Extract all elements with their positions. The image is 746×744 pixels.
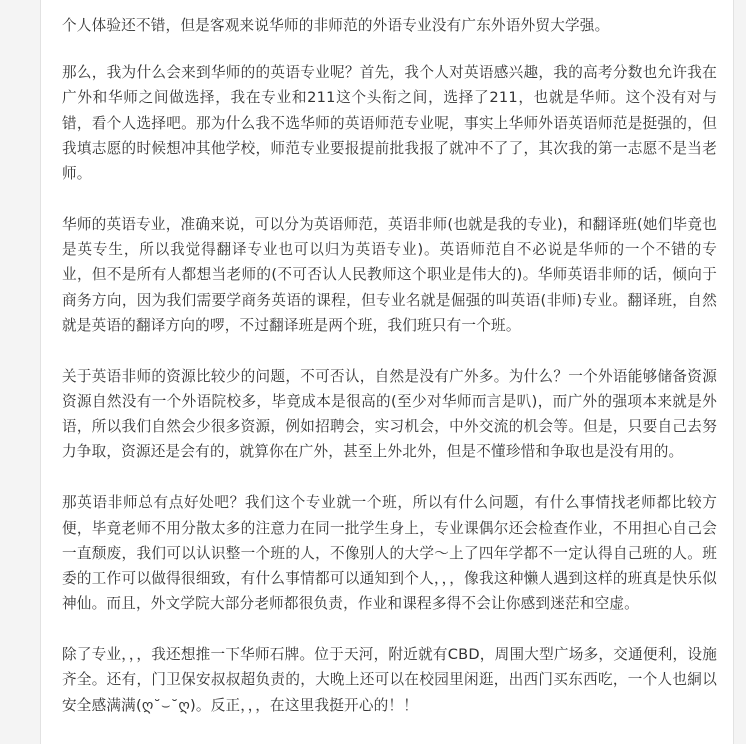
paragraph-intro: 个人体验还不错，但是客观来说华师的非师范的外语专业没有广东外语外贸大学强。 — [62, 17, 610, 34]
paragraph-campus: 除了专业，，，我还想推一下华师石牌。位于天河，附近就有CBD，周围大型广场多，交通便利，设施齐全。还有，门卫保安叔叔超负责的，大晚上还可以在校园里闲逛，出西门买东西吃，一个人也絧以安全感满满(ღ˘⌣˘ღ)。反正，，，在这里我挺开心的！！ — [62, 646, 717, 714]
article-page — [40, 0, 734, 744]
article-body — [62, 13, 717, 744]
paragraph-why-huashi: 那么，我为什么会来到华师的的英语专业呢？首先，我个人对英语感兴趣，我的高考分数也允许我在广外和华师之间做选择，我在专业和211这个头衔之间，选择了211，也就是华师。这个没有对与错，看个人选择吧。那为什么我不选华师的英语师范专业呢，事实上华师外语英语师范是挺强的，但我填志愿的时候想冲其他学校，师范专业要报提前批我报了就冲不了了，其次我的第一志愿不是当老师。 — [62, 64, 717, 183]
paragraph-benefits: 那英语非师总有点好处吧？我们这个专业就一个班，所以有什么问题，有什么事情找老师都比较方便，毕竟老师不用分散太多的注意力在同一批学生身上，专业课偶尔还会检查作业，不用担心自己会一直颓废，我们可以认识整一个班的人，不像别人的大学～上了四年学都不一定认得自己班的人。班委的工作可以做得很细致，有什么事情都可以通知到个人，，，像我这种懒人遇到这样的班真是快乐似神仙。而且，外文学院大部分老师都很负责，作业和课程多得不会让你感到迷茫和空虚。 — [62, 494, 717, 613]
paragraph-resources: 关于英语非师的资源比较少的问题，不可否认，自然是没有广外多。为什么？一个外语能够储备资源资源自然没有一个外语院校多，毕竟成本是很高的(至少对华师而言是叭)，而广外的强项本来就是外语，所以我们自然会少很多资源，例如招聘会，实习机会，中外交流的机会等。但是，只要自己去努力争取，资源还是会有的，就算你在广外，甚至上外北外，但是不懂珍惜和争取也是没有用的。 — [62, 367, 717, 461]
paragraph-english-majors: 华师的英语专业，准确来说，可以分为英语师范，英语非师(也就是我的专业)，和翻译班(她们毕竟也是英专生，所以我觉得翻译专业也可以归为英语专业)。英语师范自不必说是华师的一个不错的专业，但不是所有人都想当老师的(不可否认人民教师这个职业是伟大的)。华师英语非师的话，倾向于商务方向，因为我们需要学商务英语的课程，但专业名就是倔强的叫英语(非师)专业。翻译班，自然就是英语的翻译方向的啰，不过翻译班是两个班，我们班只有一个班。 — [62, 216, 717, 334]
